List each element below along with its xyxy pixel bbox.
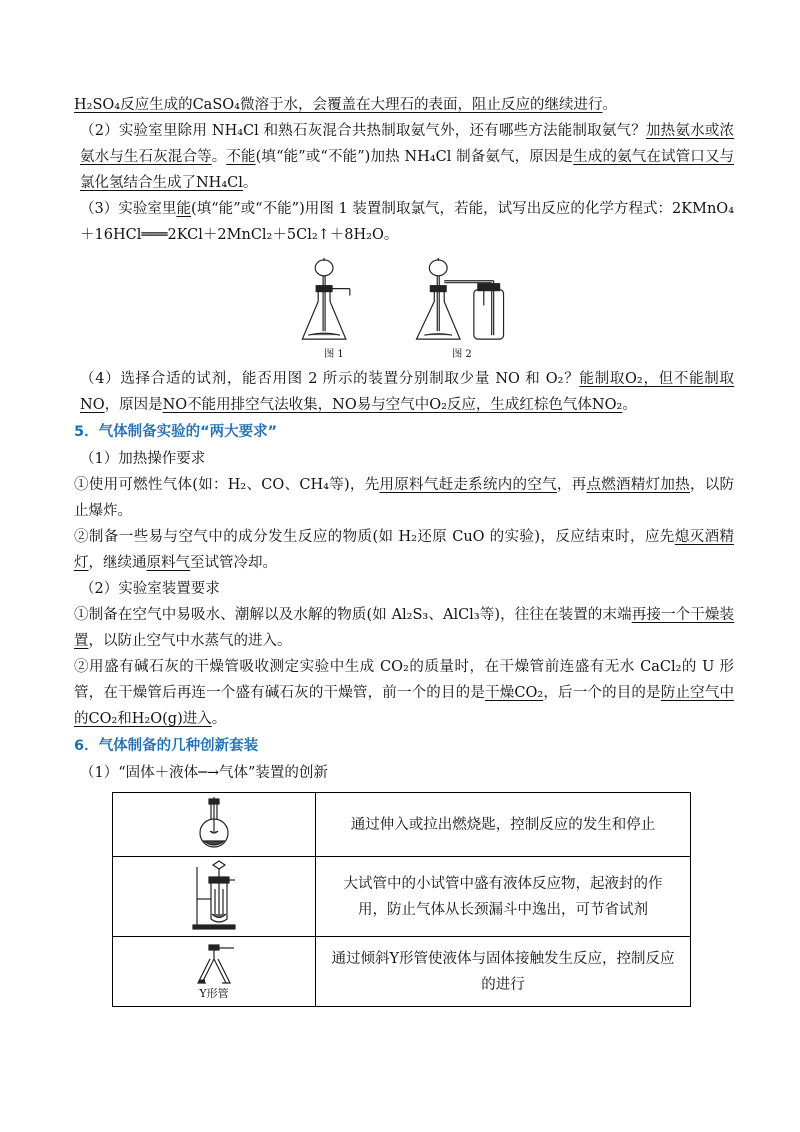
answer-text: 生成的氨气在试管口又与氯化氢结合生成了NH₄Cl <box>80 149 735 191</box>
answer-text: 用原料气赶走系统内的空气 <box>379 477 557 493</box>
apparatus-image-cell <box>113 937 316 1007</box>
answer-text: NO不能用排空气法收集，NO易与空气中O₂反应，生成红棕色气体NO₂ <box>162 397 623 413</box>
list-item: ②用盛有碱石灰的干燥管吸收测定实验中生成 CO₂的质量时，在干燥管前连盛有无水 CaCl₂的 U 形管，在干燥管后再连一个盛有碱石灰的干燥管，前一个的目的是干燥CO₂，后一个的目的是防止空气中的CO₂和H₂O(g)进入。 <box>74 659 735 727</box>
list-item: ①制备在空气中易吸水、潮解以及水解的物质(如 Al₂S₃、AlCl₃等)，往往在装置的末端再接一个干燥装置，以防止空气中水蒸气的进入。 <box>74 607 734 649</box>
table-row <box>113 857 691 937</box>
question-4: （4）选择合适的试剂，能否用图 2 所示的装置分别制取少量 NO 和 O₂？能制取O₂，但不能制取NO，原因是NO不能用排空气法收集，NO易与空气中O₂反应，生成红棕色气体NO₂。 <box>80 371 734 413</box>
apparatus-figures <box>74 256 734 360</box>
subheading: （1）“固体＋液体─→气体”装置的创新 <box>80 765 328 781</box>
list-item: ①使用可燃性气体(如：H₂、CO、CH₄等)，先用原料气赶走系统内的空气，再点燃酒精灯加热，以防止爆炸。 <box>74 477 735 519</box>
table-row <box>113 793 691 857</box>
answer-text: 再接一个干燥装置 <box>74 607 734 649</box>
y-tube-figure <box>114 943 314 1001</box>
apparatus-table <box>112 792 691 1007</box>
answer-text: H₂SO₄反应生成的CaSO₄微溶于水，会覆盖在大理石的表面，阻止反应的继续进行 <box>74 97 603 113</box>
description-cell: 通过倾斜Y形管使液体与固体接触发生反应，控制反应的进行 <box>316 937 691 1007</box>
apparatus-image-cell <box>113 857 316 937</box>
answer-text: 能 <box>176 201 191 217</box>
flask-bottle-illustration <box>410 256 514 349</box>
answer-text: 不能 <box>226 149 256 165</box>
table-row <box>113 937 691 1007</box>
subheading: （1）加热操作要求 <box>80 451 206 467</box>
paragraph-section4-tail: H₂SO₄反应生成的CaSO₄微溶于水，会覆盖在大理石的表面，阻止反应的继续进行。 <box>74 97 617 113</box>
subheading: （2）实验室装置要求 <box>80 581 220 597</box>
figure-1 <box>294 256 374 360</box>
section-5-heading: 5．气体制备实验的“两大要求” <box>74 424 278 440</box>
answer-text: 能制取O₂，但不能制取NO <box>80 371 734 413</box>
question-2: （2）实验室里除用 NH₄Cl 和熟石灰混合共热制取氨气外，还有哪些方法能制取氨气？加热氨水或浓氨水与生石灰混合等。不能(填“能”或“不能”)加热 NH₄Cl 制备氨气，原因是生成的氨气在试管口又与氯化氢结合生成了NH₄Cl。 <box>80 123 735 191</box>
description-cell: 通过伸入或拉出燃烧匙，控制反应的发生和停止 <box>316 793 691 857</box>
figure-2-caption: 图 2 <box>452 349 472 360</box>
page-content <box>74 92 734 1007</box>
answer-text: 原料气 <box>146 555 190 571</box>
answer-text: 防止空气中的CO₂和H₂O(g)进入 <box>74 685 735 727</box>
combustion-spoon-flask-illustration <box>194 795 234 851</box>
flask-funnel-illustration <box>294 256 374 349</box>
figure-2 <box>410 256 514 360</box>
question-3: （3）实验室里能(填“能”或“不能”)用图 1 装置制取氯气，若能，试写出反应的化学方程式：2KMnO₄＋16HCl═══2KCl＋2MnCl₂＋5Cl₂↑＋8H₂O。 <box>80 201 735 243</box>
y-tube-illustration <box>190 943 238 987</box>
tube-in-tube-stand-illustration <box>189 859 239 931</box>
description-cell: 大试管中的小试管中盛有液体反应物，起液封的作用，防止气体从长颈漏斗中逸出，可节省试剂 <box>316 857 691 937</box>
y-tube-label: Y形管 <box>199 986 229 1000</box>
answer-text: 熄灭酒精灯 <box>74 529 735 571</box>
apparatus-image-cell <box>113 793 316 857</box>
figure-1-caption: 图 1 <box>324 349 344 360</box>
answer-text: 加热氨水或浓氨水与生石灰混合等 <box>80 123 735 165</box>
answer-text: 点燃酒精灯加热 <box>586 477 690 493</box>
answer-text: 干燥CO₂ <box>485 685 544 701</box>
section-6-heading: 6．气体制备的几种创新套装 <box>74 738 259 754</box>
list-item: ②制备一些易与空气中的成分发生反应的物质(如 H₂还原 CuO 的实验)，反应结束时，应先熄灭酒精灯，继续通原料气至试管冷却。 <box>74 529 735 571</box>
